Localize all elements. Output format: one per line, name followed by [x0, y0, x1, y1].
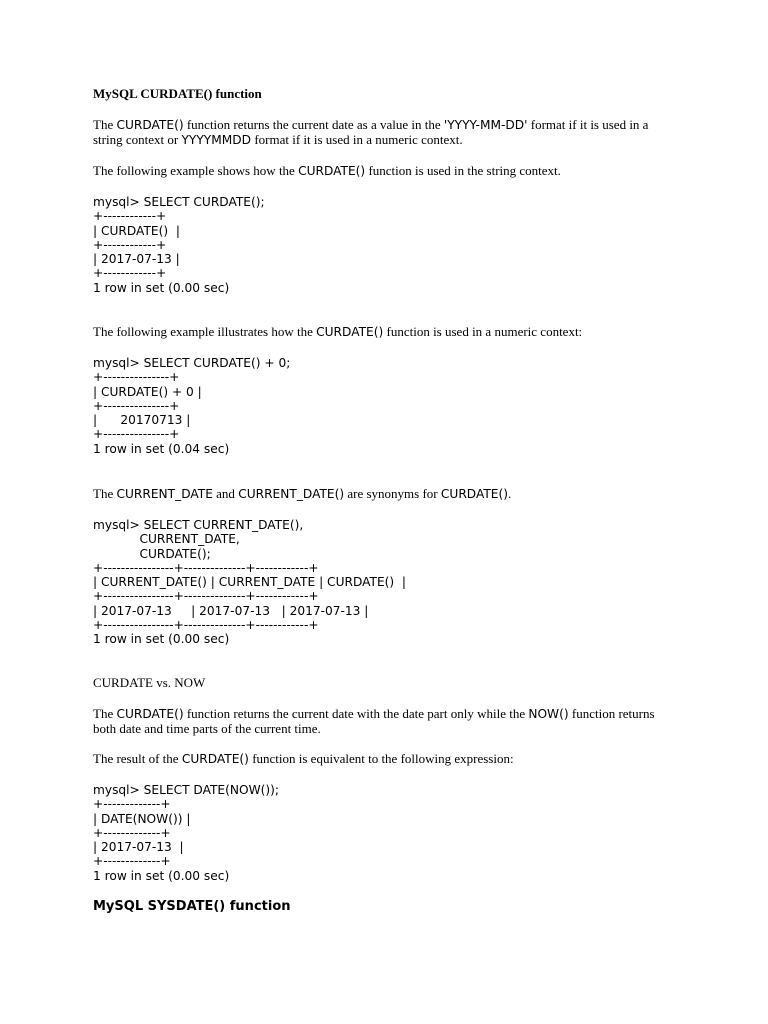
paragraph-synonyms: [93, 487, 511, 502]
paragraph-numeric-context: [93, 325, 582, 340]
inline-code: YYYYMMDD: [181, 132, 252, 147]
text: function is used in a numeric context:: [383, 324, 583, 339]
inline-code: CURDATE(): [440, 487, 509, 501]
inline-code: CURRENT_DATE(): [238, 487, 345, 501]
text: function is equivalent to the following expression:: [248, 751, 514, 766]
section-heading-sysdate: MySQL SYSDATE() function: [93, 899, 291, 914]
text: The: [93, 706, 117, 721]
inline-code: 'YYYY-MM-DD': [443, 118, 528, 132]
inline-code: CURDATE(): [298, 164, 366, 178]
code-block-current-date: mysql> SELECT CURRENT_DATE(), CURRENT_DATE, CURDATE(); +----------------+--------------+------------+ | CURRENT_DATE() | CURRENT_DATE | CURDATE() | +----------------+--------------+------------+ | 2017-07-13 | 2017-07-13 | 2017-07-13 | +----------------+--------------+------------+ 1 row in set (0.00 sec): [93, 518, 407, 647]
subheading-curdate-vs-now: CURDATE vs. NOW: [93, 675, 206, 690]
inline-code: CURDATE(): [316, 325, 384, 339]
inline-code: CURDATE(): [181, 752, 249, 766]
text: The following example shows how the: [93, 163, 299, 178]
text: The: [93, 486, 117, 501]
text: format if it is used in a numeric context.: [251, 131, 463, 147]
text: The result of the: [93, 751, 182, 766]
code-block-date-now: mysql> SELECT DATE(NOW()); +-------------+ | DATE(NOW()) | +-------------+ | 2017-07-13 | +-------------+ 1 row in set (0.00 sec): [93, 783, 279, 883]
paragraph-equivalent-expression: [93, 752, 514, 767]
inline-code: CURRENT_DATE: [116, 487, 213, 501]
section-heading-curdate: MySQL CURDATE() function: [93, 86, 262, 101]
inline-code: NOW(): [528, 707, 569, 721]
code-block-curdate: mysql> SELECT CURDATE(); +------------+ | CURDATE() | +------------+ | 2017-07-13 | +------------+ 1 row in set (0.00 sec): [93, 195, 265, 295]
paragraph-string-context: [93, 164, 561, 179]
text: function is used in the string context.: [365, 163, 561, 178]
text: are synonyms for: [344, 486, 441, 501]
text: .: [508, 486, 512, 501]
inline-code: CURDATE(): [116, 118, 184, 132]
text: function returns both date and time parts of the current time.: [93, 706, 655, 736]
text: function returns the current date as a value in the: [183, 117, 444, 132]
paragraph-curdate-vs-now: [93, 707, 673, 736]
text: and: [212, 486, 239, 501]
inline-code: CURDATE(): [116, 707, 184, 721]
code-block-curdate-numeric: mysql> SELECT CURDATE() + 0; +---------------+ | CURDATE() + 0 | +---------------+ | 20170713 | +---------------+ 1 row in set (0.04 sec): [93, 356, 291, 456]
text: format if it is used in a string context or: [93, 117, 649, 147]
paragraph-curdate-intro: [93, 118, 673, 147]
text: The: [93, 117, 117, 132]
text: function returns the current date with the date part only while the: [183, 706, 529, 721]
text: The following example illustrates how the: [93, 324, 317, 339]
